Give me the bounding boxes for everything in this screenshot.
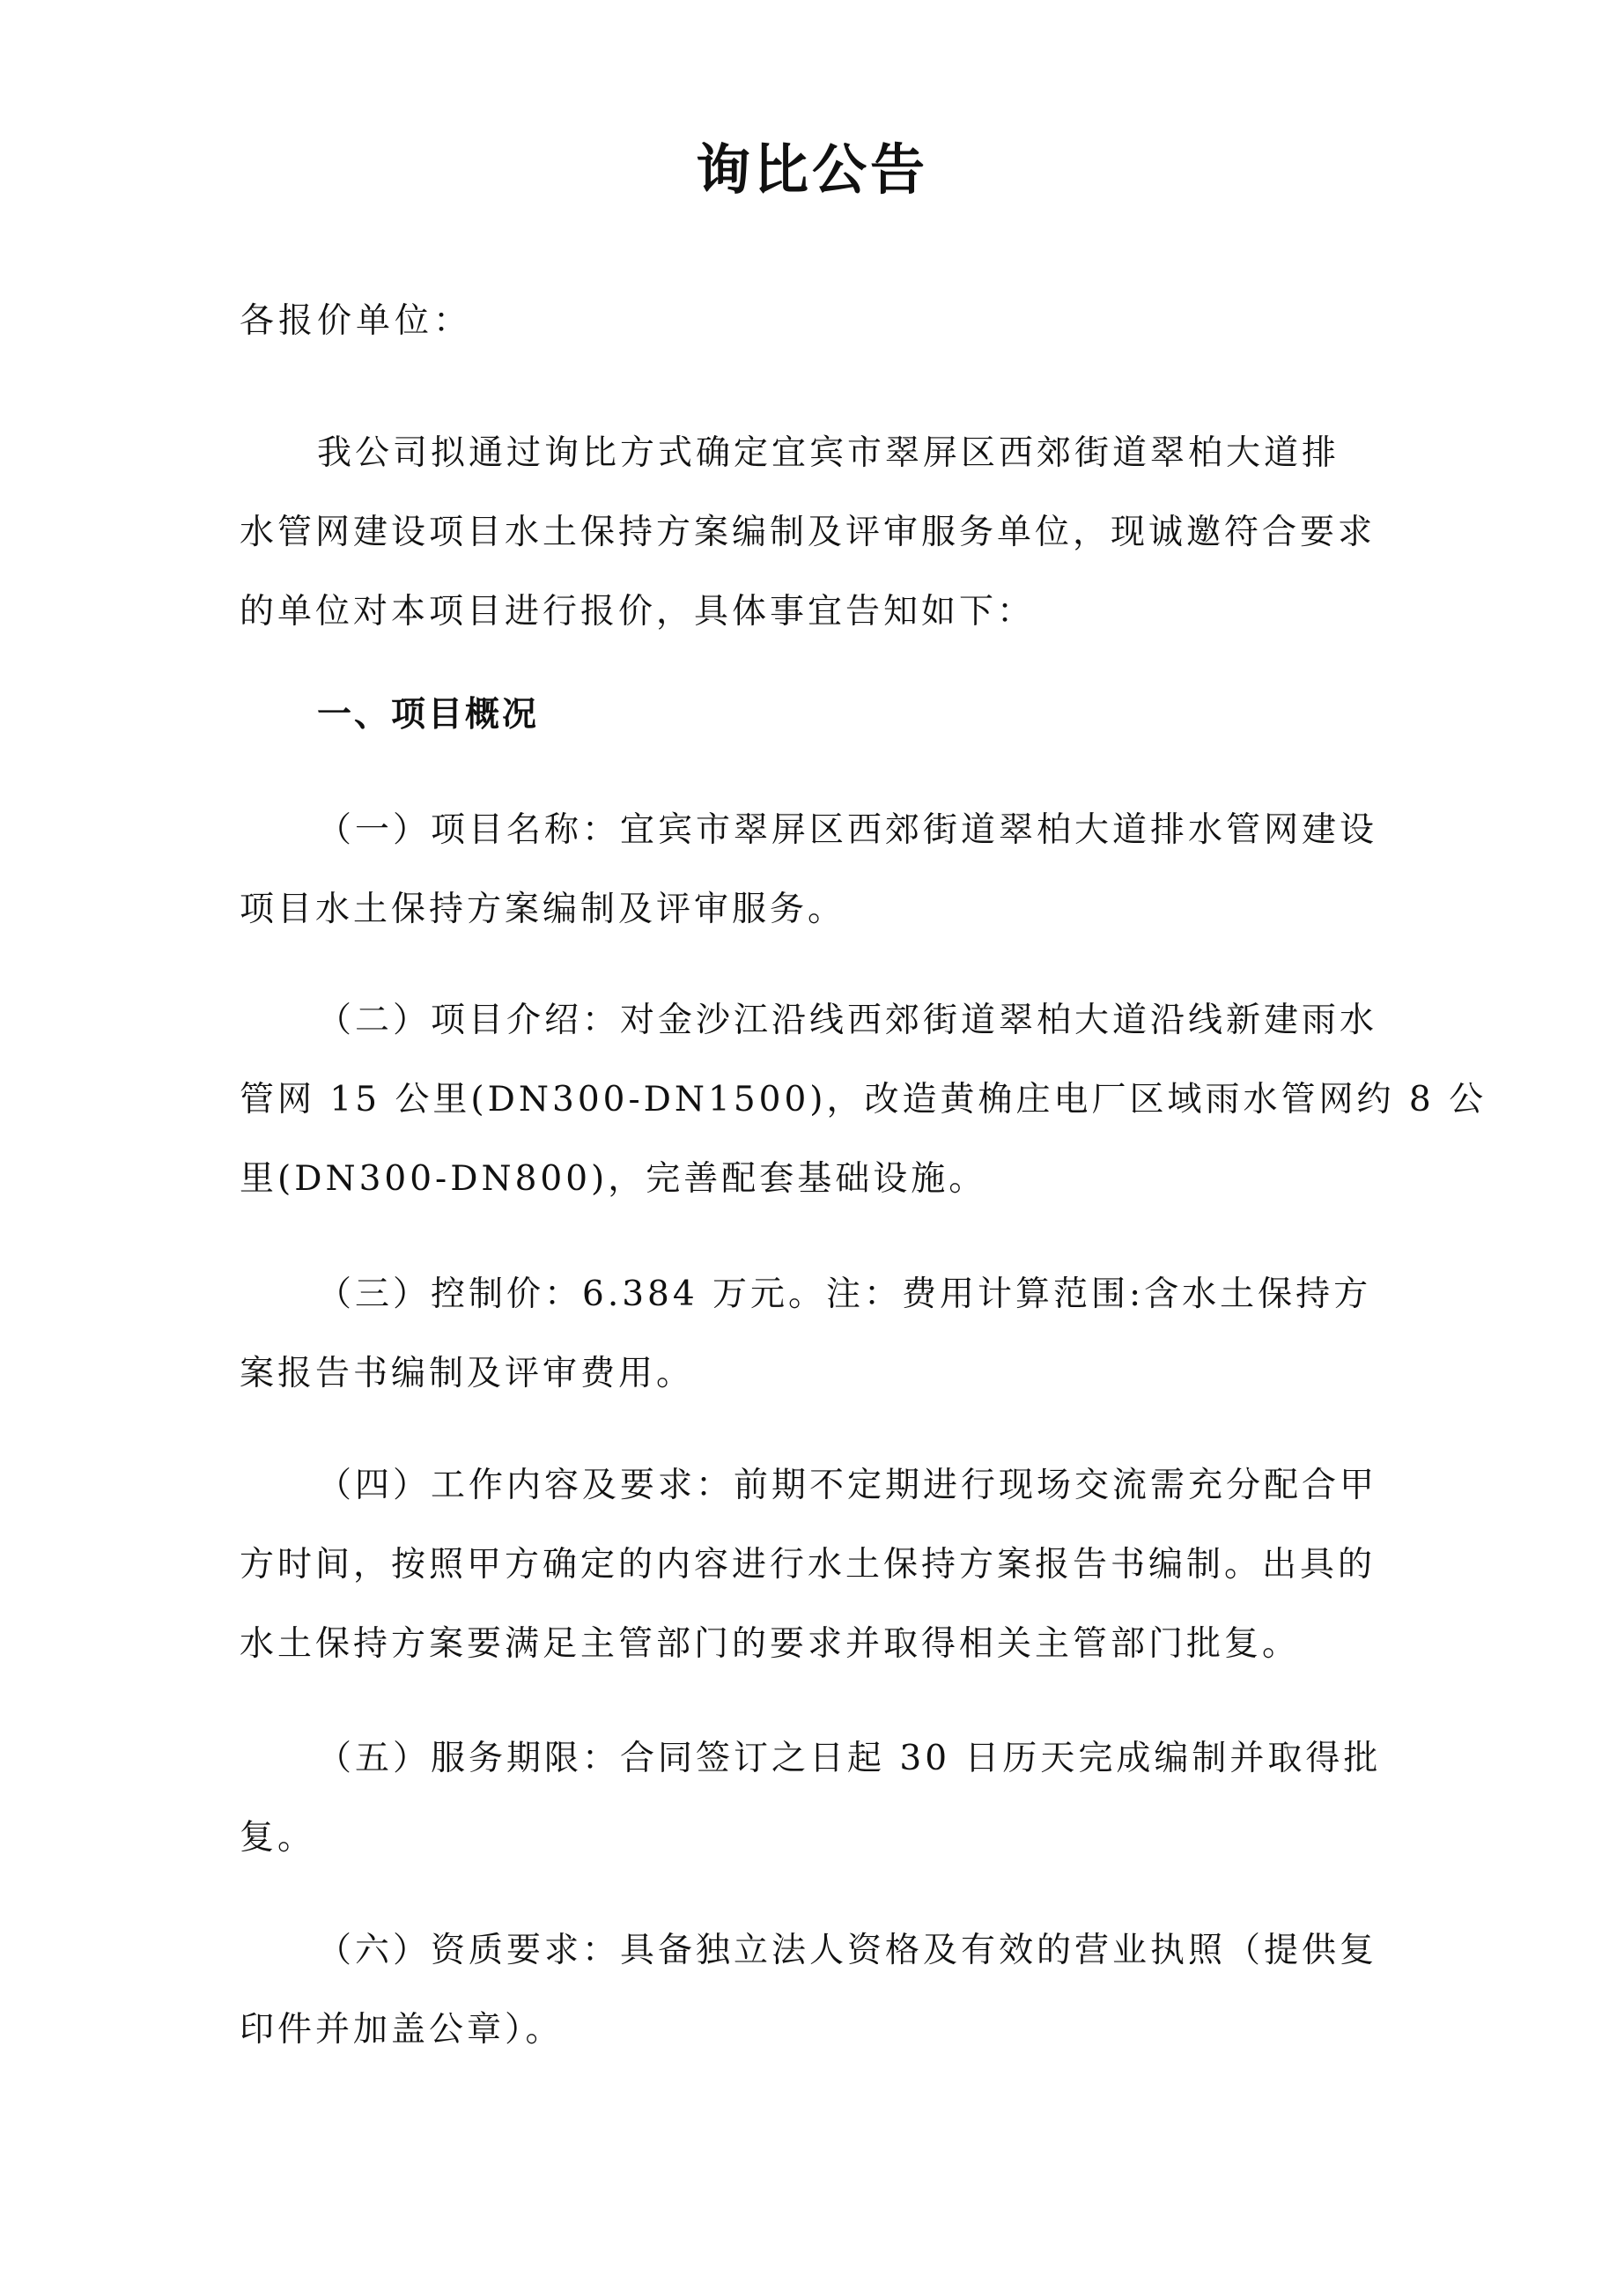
intro-paragraph xyxy=(240,414,1402,652)
item-project-intro xyxy=(240,981,1487,1219)
section-heading: 一、项目概况 xyxy=(317,695,540,735)
paragraph-line: 我公司拟通过询比方式确定宜宾市翠屏区西郊街道翠柏大道排 xyxy=(317,433,1340,473)
item-qualification xyxy=(240,1911,1402,2070)
paragraph-line: （六）资质要求：具备独立法人资格及有效的营业执照（提供复 xyxy=(317,1931,1378,1970)
paragraph-line: （五）服务期限：合同签订之日起 30 日历天完成编制并取得批 xyxy=(317,1739,1382,1778)
salutation: 各报价单位： xyxy=(240,301,473,341)
paragraph-line: 水土保持方案要满足主管部门的要求并取得相关主管部门批复。 xyxy=(240,1624,1301,1664)
paragraph-line: （三）控制价：6.384 万元。注：费用计算范围:含水土保持方 xyxy=(317,1274,1372,1314)
item-work-requirements xyxy=(240,1446,1402,1684)
paragraph-line: 管网 15 公里(DN300-DN1500)，改造黄桷庄电厂区域雨水管网约 8 公 xyxy=(240,1080,1487,1119)
item-service-period xyxy=(240,1719,1402,1878)
paragraph-line: 方时间，按照甲方确定的内容进行水土保持方案报告书编制。出具的 xyxy=(240,1545,1377,1585)
paragraph-line: 复。 xyxy=(240,1818,316,1858)
item-project-name xyxy=(240,791,1402,949)
paragraph-line: （一）项目名称：宜宾市翠屏区西郊街道翠柏大道排水管网建设 xyxy=(317,810,1378,850)
paragraph-line: （四）工作内容及要求：前期不定期进行现场交流需充分配合甲 xyxy=(317,1466,1378,1505)
paragraph-line: 里(DN300-DN800)，完善配套基础设施。 xyxy=(240,1159,987,1199)
paragraph-line: 项目水土保持方案编制及评审服务。 xyxy=(240,890,846,929)
paragraph-line: 水管网建设项目水土保持方案编制及评审服务单位，现诚邀符合要求 xyxy=(240,513,1377,552)
item-control-price xyxy=(240,1255,1402,1414)
paragraph-line: 印件并加盖公章）。 xyxy=(240,2010,564,2050)
paragraph-line: 的单位对本项目进行报价，具体事宜告知如下： xyxy=(240,592,1036,632)
paragraph-line: （二）项目介绍：对金沙江沿线西郊街道翠柏大道沿线新建雨水 xyxy=(317,1001,1378,1040)
page-title: 询比公告 xyxy=(695,137,928,202)
paragraph-line: 案报告书编制及评审费用。 xyxy=(240,1354,695,1393)
